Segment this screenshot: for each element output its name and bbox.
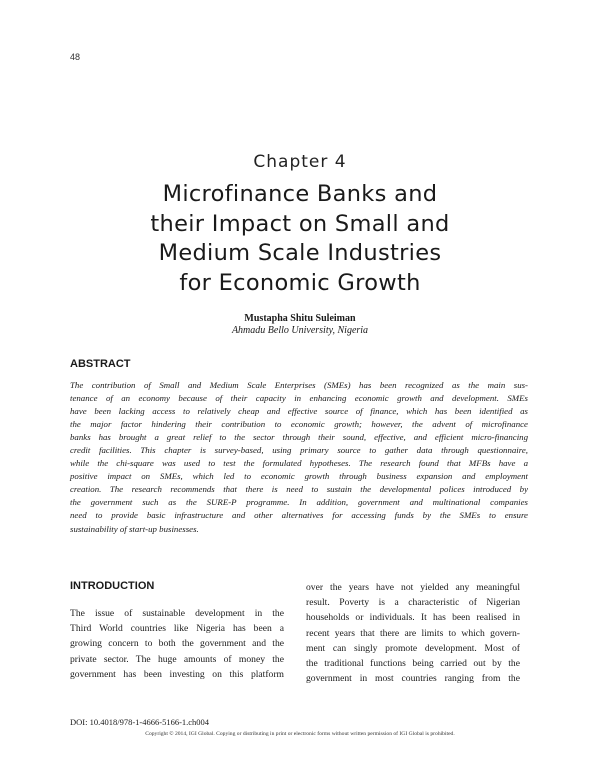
copyright-notice: Copyright © 2014, IGI Global. Copying or distributing in print or electronic forms without written permission of IGI Global is prohibited. [145,731,455,737]
chapter-title-line: their Impact on Small and [150,210,450,237]
introduction-left-column [70,606,284,682]
abstract-line: tenance of an economy because of their capacity in enhancing economic growth and development. SMEs [70,393,528,404]
author-affiliation: Ahmadu Bello University, Nigeria [231,325,369,336]
abstract-line: positive impact on SMEs, which led to economic growth through business expansion and employment [70,471,528,482]
author-name: Mustapha Shitu Suleiman [244,313,356,324]
chapter-label: Chapter 4 [253,152,347,172]
body-line: households or individuals. It has been realised in [306,612,520,624]
body-line: government in most countries ranging from the [306,673,520,685]
abstract-line: the major factor hindering their contribution to economic growth; however, the advent of microfinance [70,419,528,430]
body-line: The issue of sustainable development in the [70,608,284,619]
body-line: over the years have not yielded any meaningful [306,582,520,593]
abstract-line: credit facilities. This chapter is survey-based, using primary source to gather data through questionnaire, [70,445,528,456]
abstract-body [70,379,528,536]
introduction-heading: INTRODUCTION [70,580,155,592]
abstract-line: banks has brought a great relief to the sector through their sound, effective, and efficient micro-financing [70,432,528,443]
chapter-title-line: Microfinance Banks and [162,181,438,207]
abstract-line: The contribution of Small and Medium Scale Enterprises (SMEs) has been recognized as the main sus- [70,380,528,390]
abstract-line: the government such as the SURE-P programme. In addition, government and multinational companies [70,497,528,508]
body-line: the traditional functions being carried out by the [306,658,520,670]
body-line: government has been investing on this platform [70,668,284,680]
abstract-line: need to provide basic infrastructure and other alternatives for accessing funds by the SMEs to ensure [70,510,528,521]
doi: DOI: 10.4018/978-1-4666-5166-1.ch004 [70,717,210,727]
chapter-title-line: for Economic Growth [179,269,421,296]
page-number: 48 [70,52,81,62]
chapter-title-line: Medium Scale Industries [158,240,442,266]
chapter-title [90,180,510,298]
abstract-line: while the chi-square was used to test the formulated hypotheses. The research found that MFBs have a [70,458,528,469]
abstract-heading: ABSTRACT [70,358,131,370]
abstract-line: have been lacking access to relatively cheap and effective source of finance, which has been identified as [70,406,528,417]
body-line: Third World countries like Nigeria has been a [70,623,284,635]
body-line: recent years that there are limits to which govern- [306,627,520,639]
body-line: ment can singly promote development. Most of [306,642,520,654]
abstract-line: creation. The research recommends that there is need to sustain the developmental polices introduced by [70,484,528,495]
body-line: result. Poverty is a characteristic of Nigerian [306,597,520,609]
body-line: private sector. The huge amounts of money the [70,653,284,665]
abstract-line: sustainability of start-up businesses. [70,523,199,534]
introduction-right-column [306,580,520,686]
body-line: growing concern to both the government and the [70,638,284,650]
